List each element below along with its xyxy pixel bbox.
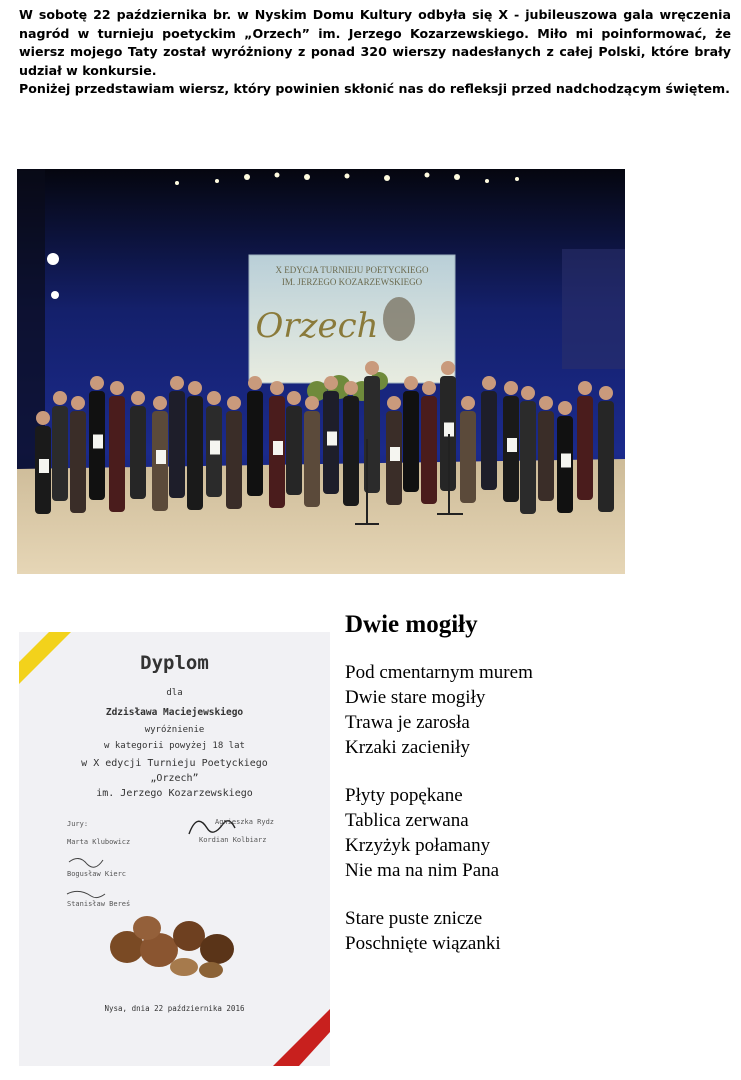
diploma-signer-2: Kordian Kolbiarz xyxy=(199,836,267,844)
diploma-signer-1: Agnieszka Rydz xyxy=(215,818,275,826)
award-certificate xyxy=(390,447,400,461)
person-figure xyxy=(343,396,359,506)
diploma-for: dla xyxy=(166,688,183,698)
person-figure xyxy=(226,411,242,509)
poem-line: Pod cmentarnym murem xyxy=(345,662,533,683)
diploma-jury-1: Marta Klubowicz xyxy=(67,838,131,846)
diploma-date: Nysa, dnia 22 października 2016 xyxy=(104,1004,245,1013)
person-figure xyxy=(460,411,476,503)
person-head xyxy=(599,386,613,400)
person-figure xyxy=(247,391,263,496)
person-head xyxy=(170,376,184,390)
intro-paragraph-2: Poniżej przedstawiam wiersz, który powinien skłonić nas do refleksji przed nadchodzącym świętem. xyxy=(19,81,730,96)
person-figure xyxy=(70,411,86,513)
poem-line: Krzyżyk połamany xyxy=(345,835,491,856)
diploma-edition: w X edycji Turnieju Poetyckiego xyxy=(81,758,268,769)
poem-line: Trawa je zarosła xyxy=(345,712,470,733)
poem-line: Stare puste znicze xyxy=(345,908,483,929)
poem-line: Płyty popękane xyxy=(345,785,463,806)
person-head xyxy=(227,396,241,410)
award-certificate xyxy=(156,450,166,464)
poem-stanza-2 xyxy=(345,783,725,883)
diploma-photo xyxy=(19,632,330,1066)
person-head xyxy=(110,381,124,395)
person-head xyxy=(53,391,67,405)
person-head xyxy=(422,381,436,395)
person-head xyxy=(441,361,455,375)
person-head xyxy=(287,391,301,405)
person-figure xyxy=(598,401,614,512)
person-head xyxy=(207,391,221,405)
person-head xyxy=(365,361,379,375)
person-figure xyxy=(520,401,536,514)
person-head xyxy=(504,381,518,395)
intro-paragraph-1: W sobotę 22 października br. w Nyskim Domu Kultury odbyła się X - jubileuszowa gala wręczenia nagród w turnieju poetyckim „Orzech” im. Jerzego Kozarzewskiego. Miło mi poinformować, że wiersz mojego Taty został wyróżniony z ponad 320 wierszy nadesłanych z całej Polski, które brały udział w konkursie. xyxy=(19,7,731,78)
screen-line-1: X EDYCJA TURNIEJU POETYCKIEGO xyxy=(275,265,429,275)
person-head xyxy=(482,376,496,390)
poem-stanza-3 xyxy=(345,906,725,956)
person-head xyxy=(387,396,401,410)
person-head xyxy=(153,396,167,410)
person-figure xyxy=(130,406,146,499)
diploma-jury-2: Bogusław Kierc xyxy=(67,870,127,878)
person-figure xyxy=(577,396,593,500)
diploma-patron: im. Jerzego Kozarzewskiego xyxy=(96,788,253,799)
person-figure xyxy=(169,391,185,498)
person-head xyxy=(131,391,145,405)
diploma-jury-3: Stanisław Bereś xyxy=(67,900,131,908)
award-certificate xyxy=(39,459,49,473)
award-certificate xyxy=(210,441,220,455)
award-certificate xyxy=(273,441,283,455)
person-head xyxy=(404,376,418,390)
person-figure xyxy=(481,391,497,490)
person-figure xyxy=(286,406,302,495)
award-certificate xyxy=(327,432,337,446)
poem-line: Tablica zerwana xyxy=(345,810,469,831)
diploma-recipient: Zdzisława Maciejewskiego xyxy=(105,707,244,718)
diploma-title: Dyplom xyxy=(140,652,209,674)
award-certificate xyxy=(93,435,103,449)
poem-line: Nie ma na nim Pana xyxy=(345,860,500,881)
person-head xyxy=(461,396,475,410)
person-head xyxy=(521,386,535,400)
poem-title: Dwie mogiły xyxy=(345,611,478,638)
person-figure xyxy=(304,411,320,507)
person-figure xyxy=(421,396,437,504)
person-figure xyxy=(187,396,203,510)
person-head xyxy=(324,376,338,390)
person-head xyxy=(270,381,284,395)
poem-line: Poschnięte wiązanki xyxy=(345,933,501,954)
person-figure xyxy=(403,391,419,492)
person-head xyxy=(90,376,104,390)
gala-photo-illustration xyxy=(17,169,625,574)
award-certificate xyxy=(561,454,571,468)
person-head xyxy=(36,411,50,425)
person-head xyxy=(248,376,262,390)
person-head xyxy=(539,396,553,410)
person-head xyxy=(305,396,319,410)
screen-portrait xyxy=(383,297,415,341)
screen-line-2: IM. JERZEGO KOZARZEWSKIEGO xyxy=(281,277,423,287)
diploma-award: wyróżnienie xyxy=(144,725,205,735)
diploma-jury-label: Jury: xyxy=(67,820,89,828)
award-certificate xyxy=(507,438,517,452)
person-head xyxy=(578,381,592,395)
person-head xyxy=(558,401,572,415)
person-figure xyxy=(52,406,68,501)
person-figure xyxy=(109,396,125,512)
poem xyxy=(345,608,725,956)
diploma-contest: „Orzech” xyxy=(150,773,199,784)
person-figure xyxy=(538,411,554,501)
person-head xyxy=(188,381,202,395)
gala-photo xyxy=(17,169,625,574)
person-head xyxy=(71,396,85,410)
poem-line: Krzaki zacieniły xyxy=(345,737,471,758)
diploma-category: w kategorii powyżej 18 lat xyxy=(104,741,245,751)
screen-script: Orzech xyxy=(255,306,379,346)
poem-line: Dwie stare mogiły xyxy=(345,687,486,708)
person-head xyxy=(344,381,358,395)
poem-stanza-1 xyxy=(345,660,725,760)
intro-text xyxy=(19,6,731,99)
